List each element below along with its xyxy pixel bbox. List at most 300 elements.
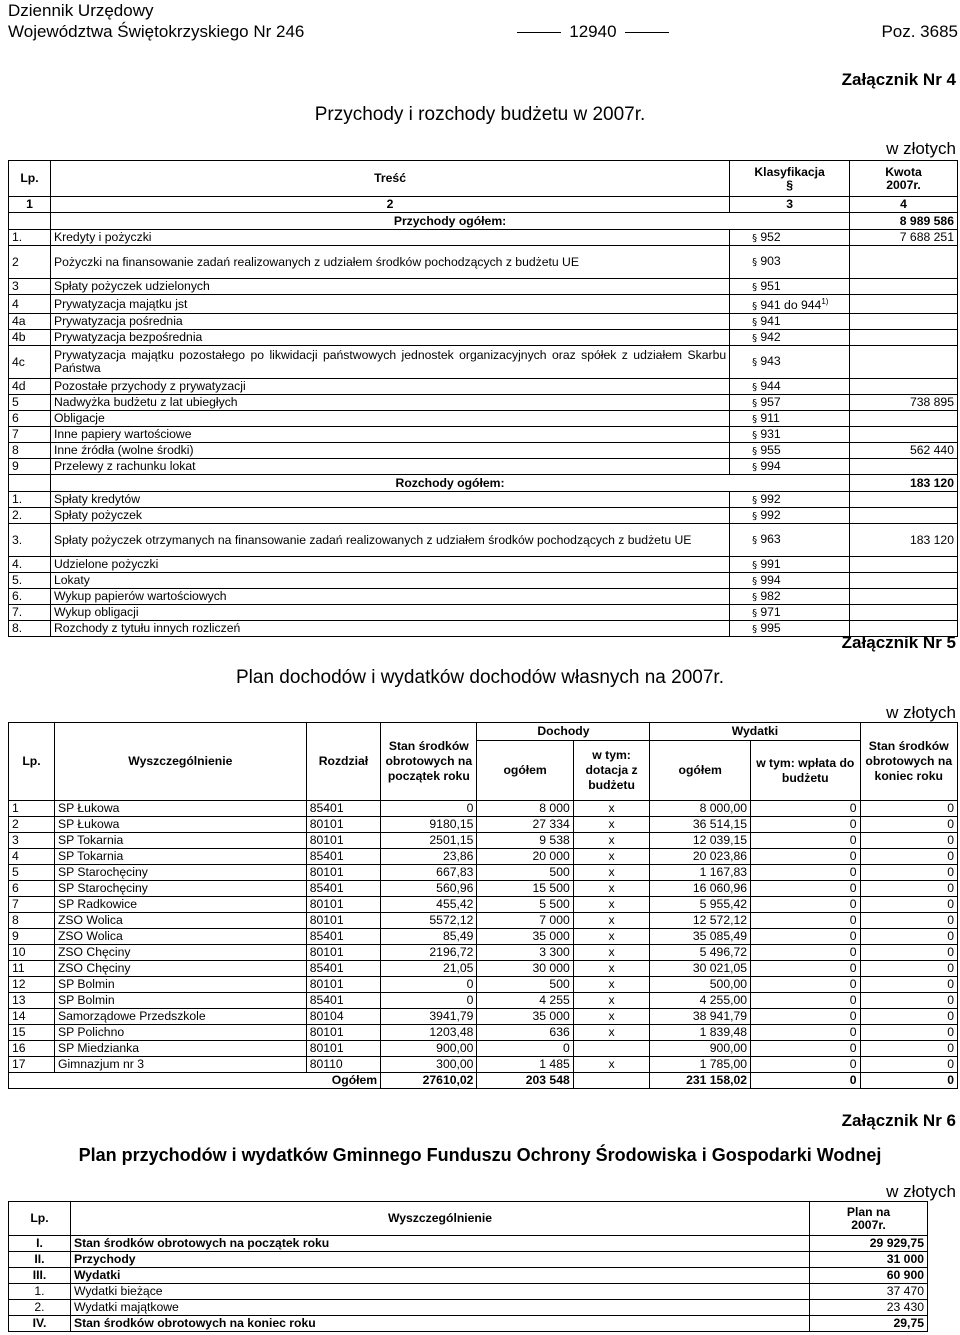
row-lp: 6 bbox=[9, 881, 55, 897]
row-text: Spłaty kredytów bbox=[50, 492, 729, 508]
row-wydatki: 30 021,05 bbox=[650, 961, 751, 977]
annex4-unit: w złotych bbox=[886, 139, 956, 158]
row-plan: 31 000 bbox=[810, 1252, 928, 1268]
row-paragraph bbox=[730, 346, 850, 379]
row-stan-end: 0 bbox=[860, 897, 957, 913]
row-text: Prywatyzacja pośrednia bbox=[50, 314, 729, 330]
row-lp: 5 bbox=[9, 865, 55, 881]
row-paragraph bbox=[730, 621, 850, 637]
row-stan-end: 0 bbox=[860, 1057, 957, 1073]
row-dotacja: x bbox=[573, 977, 650, 993]
row-stan-start: 900,00 bbox=[381, 1041, 477, 1057]
row-wplata: 0 bbox=[751, 929, 860, 945]
row-name: ZSO Chęciny bbox=[54, 945, 306, 961]
row-name: SP Tokarnia bbox=[54, 833, 306, 849]
paragraph-value: 982 bbox=[760, 588, 781, 603]
paragraph-sign: § bbox=[752, 494, 761, 506]
row-paragraph bbox=[730, 427, 850, 443]
row-lp: 2. bbox=[9, 508, 51, 524]
table-row bbox=[9, 817, 958, 833]
budget-row bbox=[9, 508, 958, 524]
row-lp: 2 bbox=[9, 246, 51, 279]
row-rozdzial: 80101 bbox=[306, 945, 380, 961]
paragraph-sign: § bbox=[752, 357, 761, 369]
budget-row bbox=[9, 621, 958, 637]
position-number: Poz. 3685 bbox=[881, 22, 958, 41]
row-lp: 3 bbox=[9, 279, 51, 295]
row-paragraph bbox=[730, 314, 850, 330]
table-row bbox=[9, 913, 958, 929]
table-row bbox=[9, 977, 958, 993]
row-stan-end: 0 bbox=[860, 817, 957, 833]
row-dochody: 4 255 bbox=[477, 993, 573, 1009]
row-stan-end: 0 bbox=[860, 1041, 957, 1057]
row-rozdzial: 80101 bbox=[306, 833, 380, 849]
row-stan-start: 23,86 bbox=[381, 849, 477, 865]
row-amount bbox=[850, 411, 958, 427]
row-paragraph bbox=[730, 508, 850, 524]
row-dotacja: x bbox=[573, 961, 650, 977]
row-stan-end: 0 bbox=[860, 961, 957, 977]
row-wydatki: 20 023,86 bbox=[650, 849, 751, 865]
budget-row bbox=[9, 589, 958, 605]
row-rozdzial: 80101 bbox=[306, 977, 380, 993]
row-dochody: 27 334 bbox=[477, 817, 573, 833]
row-dochody: 8 000 bbox=[477, 801, 573, 817]
row-stan-start: 0 bbox=[381, 977, 477, 993]
col5-name: Wyszczególnienie bbox=[54, 723, 306, 801]
row-dotacja: x bbox=[573, 817, 650, 833]
table-row bbox=[9, 1057, 958, 1073]
table-row bbox=[9, 865, 958, 881]
row-lp: 3 bbox=[9, 833, 55, 849]
row-lp: 4a bbox=[9, 314, 51, 330]
row-stan-end: 0 bbox=[860, 833, 957, 849]
paragraph-value: 992 bbox=[760, 491, 781, 506]
colnum-2: 2 bbox=[50, 197, 729, 213]
row-paragraph bbox=[730, 605, 850, 621]
table-row bbox=[9, 1252, 928, 1268]
paragraph-sign: § bbox=[752, 332, 761, 344]
row-paragraph bbox=[730, 279, 850, 295]
row-dotacja: x bbox=[573, 945, 650, 961]
row-lp: IV. bbox=[9, 1316, 71, 1332]
budget-row bbox=[9, 379, 958, 395]
row-text: Lokaty bbox=[50, 573, 729, 589]
row-amount bbox=[850, 246, 958, 279]
row-wplata: 0 bbox=[751, 817, 860, 833]
col6-plan: Plan na 2007r. bbox=[810, 1202, 928, 1236]
paragraph-sign: § bbox=[752, 281, 761, 293]
row-plan: 23 430 bbox=[810, 1300, 928, 1316]
row-stan-end: 0 bbox=[860, 1025, 957, 1041]
row-stan-end: 0 bbox=[860, 1009, 957, 1025]
total-label: Ogółem bbox=[9, 1073, 381, 1089]
row-lp: 3. bbox=[9, 524, 51, 557]
row-text: Wykup obligacji bbox=[50, 605, 729, 621]
row-wplata: 0 bbox=[751, 849, 860, 865]
row-lp: 1. bbox=[9, 492, 51, 508]
row-name: SP Radkowice bbox=[54, 897, 306, 913]
row-plan: 29 929,75 bbox=[810, 1236, 928, 1252]
row-paragraph bbox=[730, 589, 850, 605]
row-dochody: 0 bbox=[477, 1041, 573, 1057]
row-name: SP Polichno bbox=[54, 1025, 306, 1041]
row-dochody: 35 000 bbox=[477, 929, 573, 945]
paragraph-value: 944 bbox=[760, 378, 781, 393]
total-wydatki: 231 158,02 bbox=[650, 1073, 751, 1089]
budget-row bbox=[9, 295, 958, 314]
paragraph-value: 952 bbox=[760, 229, 781, 244]
row-lp: 7. bbox=[9, 605, 51, 621]
row-wplata: 0 bbox=[751, 993, 860, 1009]
budget-row bbox=[9, 346, 958, 379]
paragraph-sign: § bbox=[752, 316, 761, 328]
row-dochody: 20 000 bbox=[477, 849, 573, 865]
row-wydatki: 38 941,79 bbox=[650, 1009, 751, 1025]
row-name: SP Łukowa bbox=[54, 801, 306, 817]
row-text: Prywatyzacja bezpośrednia bbox=[50, 330, 729, 346]
row-name: SP Miedzianka bbox=[54, 1041, 306, 1057]
budget-row bbox=[9, 330, 958, 346]
budget-row bbox=[9, 411, 958, 427]
row-text: Spłaty pożyczek udzielonych bbox=[50, 279, 729, 295]
row-wplata: 0 bbox=[751, 1041, 860, 1057]
budget-row bbox=[9, 314, 958, 330]
row-text: Inne źródła (wolne środki) bbox=[50, 443, 729, 459]
annex5-label: Załącznik Nr 5 bbox=[841, 633, 956, 652]
row-lp: 1. bbox=[9, 230, 51, 246]
total-stan: 27610,02 bbox=[381, 1073, 477, 1089]
row-name: SP Starochęciny bbox=[54, 865, 306, 881]
paragraph-sign: § bbox=[752, 623, 761, 635]
row-lp: 14 bbox=[9, 1009, 55, 1025]
row-plan: 60 900 bbox=[810, 1268, 928, 1284]
row-rozdzial: 85401 bbox=[306, 881, 380, 897]
budget-row bbox=[9, 557, 958, 573]
row-wydatki: 4 255,00 bbox=[650, 993, 751, 1009]
paragraph-value: 992 bbox=[760, 507, 781, 522]
paragraph-sign: § bbox=[752, 381, 761, 393]
row-name: SP Bolmin bbox=[54, 993, 306, 1009]
paragraph-value: 955 bbox=[760, 442, 781, 457]
paragraph-sign: § bbox=[752, 301, 761, 313]
budget-row bbox=[9, 427, 958, 443]
row-wydatki: 8 000,00 bbox=[650, 801, 751, 817]
budget-row bbox=[9, 492, 958, 508]
row-amount bbox=[850, 295, 958, 314]
row-text: Spłaty pożyczek otrzymanych na finansowanie zadań realizowanych z udziałem środków pochodzących z budżetu UE bbox=[50, 524, 729, 557]
row-stan-start: 2501,15 bbox=[381, 833, 477, 849]
row-lp: 8. bbox=[9, 621, 51, 637]
row-dotacja: x bbox=[573, 833, 650, 849]
row-amount bbox=[850, 492, 958, 508]
income-total-label: Przychody ogółem: bbox=[50, 213, 849, 230]
annex6-table bbox=[8, 1201, 928, 1332]
income-total-value: 8 989 586 bbox=[850, 213, 958, 230]
row-amount bbox=[850, 330, 958, 346]
row-wydatki: 500,00 bbox=[650, 977, 751, 993]
row-amount: 562 440 bbox=[850, 443, 958, 459]
table-row bbox=[9, 929, 958, 945]
row-dochody: 1 485 bbox=[477, 1057, 573, 1073]
table-row bbox=[9, 1025, 958, 1041]
row-lp: 2. bbox=[9, 1300, 71, 1316]
row-rozdzial: 80110 bbox=[306, 1057, 380, 1073]
expense-total-value: 183 120 bbox=[850, 475, 958, 492]
row-lp: 11 bbox=[9, 961, 55, 977]
paragraph-value: 941 do 944 bbox=[760, 298, 822, 313]
row-dotacja bbox=[573, 1041, 650, 1057]
row-lp: 4b bbox=[9, 330, 51, 346]
row-name: SP Tokarnia bbox=[54, 849, 306, 865]
paragraph-value: 971 bbox=[760, 604, 781, 619]
row-text: Udzielone pożyczki bbox=[50, 557, 729, 573]
row-wydatki: 5 955,42 bbox=[650, 897, 751, 913]
row-lp: 8 bbox=[9, 443, 51, 459]
row-name: Stan środków obrotowych na koniec roku bbox=[70, 1316, 809, 1332]
row-lp: 7 bbox=[9, 427, 51, 443]
row-stan-end: 0 bbox=[860, 993, 957, 1009]
row-lp: 12 bbox=[9, 977, 55, 993]
row-paragraph bbox=[730, 557, 850, 573]
paragraph-sign: § bbox=[752, 535, 761, 547]
row-stan-start: 5572,12 bbox=[381, 913, 477, 929]
col-klasyfikacja: Klasyfikacja § bbox=[730, 161, 850, 197]
row-wplata: 0 bbox=[751, 1009, 860, 1025]
paragraph-value: 994 bbox=[760, 458, 781, 473]
row-paragraph bbox=[730, 330, 850, 346]
table-row bbox=[9, 897, 958, 913]
row-lp: 13 bbox=[9, 993, 55, 1009]
row-stan-start: 0 bbox=[381, 801, 477, 817]
row-lp: 10 bbox=[9, 945, 55, 961]
row-amount: 7 688 251 bbox=[850, 230, 958, 246]
annex4-label: Załącznik Nr 4 bbox=[841, 70, 956, 89]
row-amount bbox=[850, 379, 958, 395]
row-rozdzial: 80104 bbox=[306, 1009, 380, 1025]
row-rozdzial: 85401 bbox=[306, 929, 380, 945]
row-name: ZSO Chęciny bbox=[54, 961, 306, 977]
row-paragraph bbox=[730, 411, 850, 427]
paragraph-value: 931 bbox=[760, 426, 781, 441]
paragraph-sign: § bbox=[752, 429, 761, 441]
row-dochody: 7 000 bbox=[477, 913, 573, 929]
journal-name: Dziennik Urzędowy bbox=[8, 1, 154, 20]
annex6-unit: w złotych bbox=[886, 1182, 956, 1201]
table-row bbox=[9, 1316, 928, 1332]
paragraph-value: 951 bbox=[760, 278, 781, 293]
paragraph-value: 995 bbox=[760, 620, 781, 635]
row-paragraph bbox=[730, 230, 850, 246]
row-rozdzial: 85401 bbox=[306, 801, 380, 817]
col5-lp: Lp. bbox=[9, 723, 55, 801]
row-wplata: 0 bbox=[751, 865, 860, 881]
row-text: Prywatyzacja majątku jst bbox=[50, 295, 729, 314]
paragraph-value: 991 bbox=[760, 556, 781, 571]
row-name: SP Łukowa bbox=[54, 817, 306, 833]
row-dotacja: x bbox=[573, 881, 650, 897]
row-paragraph bbox=[730, 524, 850, 557]
paragraph-value: 941 bbox=[760, 313, 781, 328]
row-dochody: 15 500 bbox=[477, 881, 573, 897]
row-lp: 15 bbox=[9, 1025, 55, 1041]
row-wydatki: 1 839,48 bbox=[650, 1025, 751, 1041]
paragraph-value: 963 bbox=[760, 532, 781, 547]
row-amount: 183 120 bbox=[850, 524, 958, 557]
row-name: Wydatki bbox=[70, 1268, 809, 1284]
row-stan-end: 0 bbox=[860, 865, 957, 881]
page-number: 12940 bbox=[509, 21, 676, 42]
table-row bbox=[9, 833, 958, 849]
row-text: Kredyty i pożyczki bbox=[50, 230, 729, 246]
row-wplata: 0 bbox=[751, 1025, 860, 1041]
col5-wydatki: Wydatki bbox=[650, 723, 860, 741]
total-dochody: 203 548 bbox=[477, 1073, 573, 1089]
row-stan-start: 2196,72 bbox=[381, 945, 477, 961]
row-dochody: 500 bbox=[477, 977, 573, 993]
row-name: Stan środków obrotowych na początek roku bbox=[70, 1236, 809, 1252]
row-lp: II. bbox=[9, 1252, 71, 1268]
row-stan-start: 3941,79 bbox=[381, 1009, 477, 1025]
row-stan-start: 455,42 bbox=[381, 897, 477, 913]
row-wplata: 0 bbox=[751, 833, 860, 849]
total-stan-end: 0 bbox=[860, 1073, 957, 1089]
row-lp: 16 bbox=[9, 1041, 55, 1057]
paragraph-value: 903 bbox=[760, 254, 781, 268]
row-stan-end: 0 bbox=[860, 849, 957, 865]
table-row bbox=[9, 961, 958, 977]
row-stan-start: 667,83 bbox=[381, 865, 477, 881]
row-dotacja: x bbox=[573, 913, 650, 929]
row-text: Inne papiery wartościowe bbox=[50, 427, 729, 443]
row-dochody: 30 000 bbox=[477, 961, 573, 977]
row-stan-end: 0 bbox=[860, 929, 957, 945]
paragraph-sign: § bbox=[752, 445, 761, 457]
row-text: Prywatyzacja majątku pozostałego po likwidacji państwowych jednostek organizacyjnych oraz spółek z udziałem Skarbu Państwa bbox=[50, 346, 729, 379]
budget-row bbox=[9, 524, 958, 557]
row-wplata: 0 bbox=[751, 801, 860, 817]
row-plan: 37 470 bbox=[810, 1284, 928, 1300]
total-wplata: 0 bbox=[751, 1073, 860, 1089]
row-text: Nadwyżka budżetu z lat ubiegłych bbox=[50, 395, 729, 411]
col-tresc: Treść bbox=[50, 161, 729, 197]
row-text: Wykup papierów wartościowych bbox=[50, 589, 729, 605]
row-paragraph bbox=[730, 295, 850, 314]
row-lp: 6 bbox=[9, 411, 51, 427]
row-lp: 4 bbox=[9, 295, 51, 314]
row-stan-start: 1203,48 bbox=[381, 1025, 477, 1041]
row-rozdzial: 85401 bbox=[306, 993, 380, 1009]
row-paragraph bbox=[730, 443, 850, 459]
table-row bbox=[9, 881, 958, 897]
row-wplata: 0 bbox=[751, 1057, 860, 1073]
row-lp: 1 bbox=[9, 801, 55, 817]
page-header bbox=[8, 0, 958, 42]
row-lp: 4. bbox=[9, 557, 51, 573]
col6-name: Wyszczególnienie bbox=[70, 1202, 809, 1236]
row-name: ZSO Wolica bbox=[54, 929, 306, 945]
row-lp: 4d bbox=[9, 379, 51, 395]
row-rozdzial: 85401 bbox=[306, 961, 380, 977]
paragraph-value: 942 bbox=[760, 329, 781, 344]
row-text: Spłaty pożyczek bbox=[50, 508, 729, 524]
row-wplata: 0 bbox=[751, 945, 860, 961]
row-dotacja: x bbox=[573, 849, 650, 865]
row-dotacja: x bbox=[573, 1025, 650, 1041]
row-lp: 2 bbox=[9, 817, 55, 833]
row-lp: I. bbox=[9, 1236, 71, 1252]
voivodeship-issue: Województwa Świętokrzyskiego Nr 246 bbox=[8, 22, 305, 41]
row-stan-start: 560,96 bbox=[381, 881, 477, 897]
row-text: Rozchody z tytułu innych rozliczeń bbox=[50, 621, 729, 637]
col-kwota: Kwota 2007r. bbox=[850, 161, 958, 197]
row-text: Pożyczki na finansowanie zadań realizowanych z udziałem środków pochodzących z budżetu UE bbox=[50, 246, 729, 279]
table-row bbox=[9, 1041, 958, 1057]
row-amount bbox=[850, 508, 958, 524]
row-amount bbox=[850, 605, 958, 621]
row-amount: 738 895 bbox=[850, 395, 958, 411]
row-name: Wydatki majątkowe bbox=[70, 1300, 809, 1316]
row-rozdzial: 80101 bbox=[306, 865, 380, 881]
row-name: SP Bolmin bbox=[54, 977, 306, 993]
col5-stan-end: Stan środków obrotowych na koniec roku bbox=[860, 723, 957, 801]
col-lp: Lp. bbox=[9, 161, 51, 197]
table-row bbox=[9, 849, 958, 865]
paragraph-value: 957 bbox=[760, 394, 781, 409]
row-wplata: 0 bbox=[751, 881, 860, 897]
table-row bbox=[9, 1236, 928, 1252]
row-lp: 5. bbox=[9, 573, 51, 589]
row-stan-start: 85,49 bbox=[381, 929, 477, 945]
paragraph-sign: § bbox=[752, 559, 761, 571]
row-plan: 29,75 bbox=[810, 1316, 928, 1332]
row-text: Obligacje bbox=[50, 411, 729, 427]
paragraph-value: 943 bbox=[760, 354, 781, 369]
colnum-1: 1 bbox=[9, 197, 51, 213]
row-stan-start: 9180,15 bbox=[381, 817, 477, 833]
expense-total-label: Rozchody ogółem: bbox=[50, 475, 849, 492]
annex4-table bbox=[8, 160, 958, 637]
table-row bbox=[9, 945, 958, 961]
row-rozdzial: 80101 bbox=[306, 817, 380, 833]
row-rozdzial: 80101 bbox=[306, 1025, 380, 1041]
col5-rozdzial: Rozdział bbox=[306, 723, 380, 801]
paragraph-sign: § bbox=[752, 461, 761, 473]
row-name: Wydatki bieżące bbox=[70, 1284, 809, 1300]
row-stan-end: 0 bbox=[860, 881, 957, 897]
paragraph-sign: § bbox=[752, 232, 761, 244]
row-paragraph bbox=[730, 459, 850, 475]
col6-lp: Lp. bbox=[9, 1202, 71, 1236]
annex6-title: Plan przychodów i wydatków Gminnego Funduszu Ochrony Środowiska i Gospodarki Wodnej bbox=[78, 1145, 882, 1165]
budget-row bbox=[9, 573, 958, 589]
row-dochody: 35 000 bbox=[477, 1009, 573, 1025]
row-lp: 17 bbox=[9, 1057, 55, 1073]
row-lp: 8 bbox=[9, 913, 55, 929]
row-rozdzial: 80101 bbox=[306, 897, 380, 913]
row-lp: 9 bbox=[9, 459, 51, 475]
row-lp: 7 bbox=[9, 897, 55, 913]
paragraph-sign: § bbox=[752, 575, 761, 587]
footnote-marker: 1) bbox=[821, 297, 829, 306]
row-rozdzial: 80101 bbox=[306, 1041, 380, 1057]
colnum-3: 3 bbox=[730, 197, 850, 213]
table-row bbox=[9, 1268, 928, 1284]
row-lp: 9 bbox=[9, 929, 55, 945]
budget-row bbox=[9, 279, 958, 295]
row-dochody: 9 538 bbox=[477, 833, 573, 849]
